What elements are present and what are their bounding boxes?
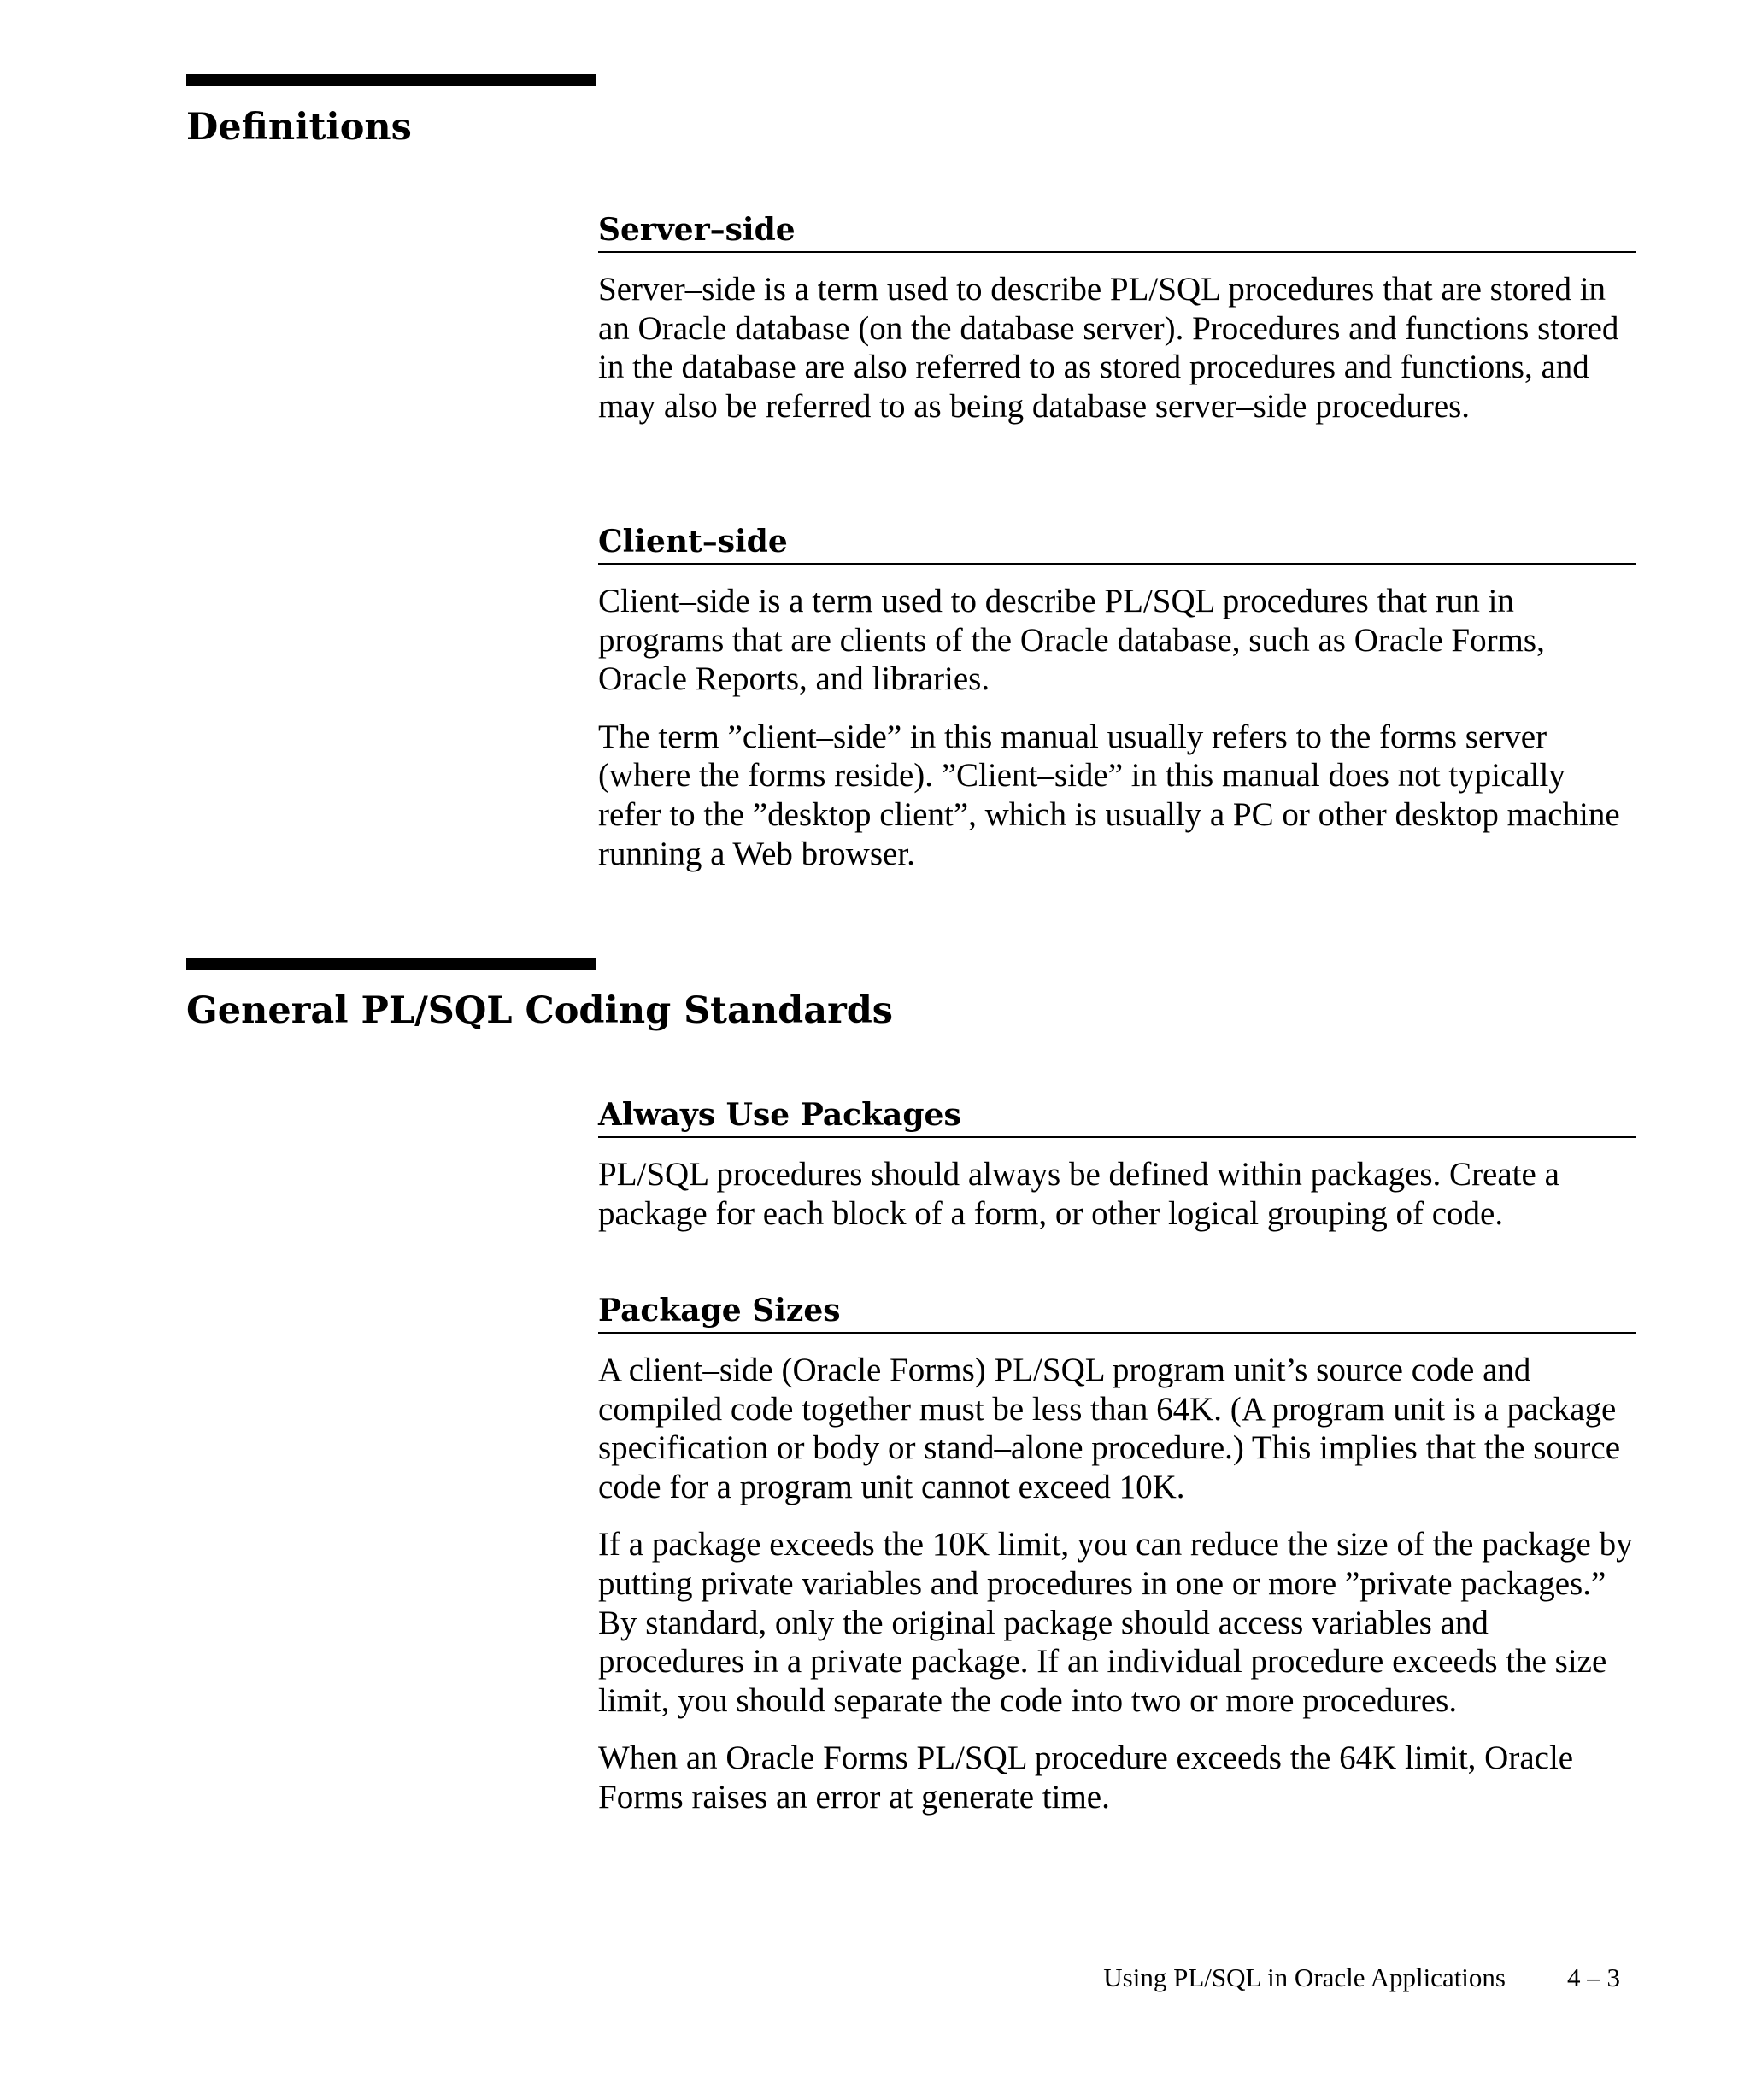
page-footer bbox=[1103, 1961, 1620, 1995]
paragraph: A client–side (Oracle Forms) PL/SQL program unit’s source code and compiled code together must be less than 64K. (A program unit is a package specification or body or stand–alone procedure.) This implies that the source code for a program unit cannot exceed 10K. bbox=[598, 1352, 1621, 1505]
paragraph: If a package exceeds the 10K limit, you can reduce the size of the package by putting private variables and procedures in one or more ”private packages.” By standard, only the original package should access variables and procedures in a private package. If an individual procedure exceeds the size limit, you should separate the code into two or more procedures. bbox=[598, 1526, 1633, 1719]
paragraph: Client–side is a term used to describe PL/SQL procedures that run in programs that are clients of the Oracle database, such as Oracle Forms, Oracle Reports, and libraries. bbox=[598, 583, 1545, 698]
subsection-always-use-packages bbox=[598, 1097, 1636, 1233]
section-rule-bar bbox=[186, 74, 596, 86]
footer-page-number: 4 – 3 bbox=[1567, 1962, 1620, 1992]
subsection-package-sizes bbox=[598, 1293, 1636, 1817]
subsection-heading: Server–side bbox=[598, 212, 1636, 253]
paragraph: Server–side is a term used to describe PL/SQL procedures that are stored in an Oracle database (on the database server). Procedures and functions stored in the database are also referred to as stored procedures and functions, and may also be referred to as being database server–side procedures. bbox=[598, 271, 1619, 425]
section-title-general-plsql-coding-standards: General PL/SQL Coding Standards bbox=[186, 989, 894, 1032]
subsection-client-side bbox=[598, 524, 1636, 873]
footer-book-title: Using PL/SQL in Oracle Applications bbox=[1103, 1962, 1506, 1992]
subsection-heading: Always Use Packages bbox=[598, 1097, 1636, 1138]
paragraph: The term ”client–side” in this manual usually refers to the forms server (where the forms reside). ”Client–side” in this manual does not typically refer to the ”desktop client”, which is usually a PC or other desktop machine running a Web browser. bbox=[598, 718, 1620, 872]
section-rule-bar bbox=[186, 958, 596, 970]
subsection-server-side bbox=[598, 212, 1636, 425]
paragraph: PL/SQL procedures should always be defined within packages. Create a package for each block of a form, or other logical grouping of code. bbox=[598, 1156, 1559, 1232]
subsection-heading: Package Sizes bbox=[598, 1293, 1636, 1334]
subsection-heading: Client–side bbox=[598, 524, 1636, 565]
section-title-definitions: Definitions bbox=[186, 106, 412, 149]
paragraph: When an Oracle Forms PL/SQL procedure exceeds the 64K limit, Oracle Forms raises an error at generate time. bbox=[598, 1739, 1574, 1816]
